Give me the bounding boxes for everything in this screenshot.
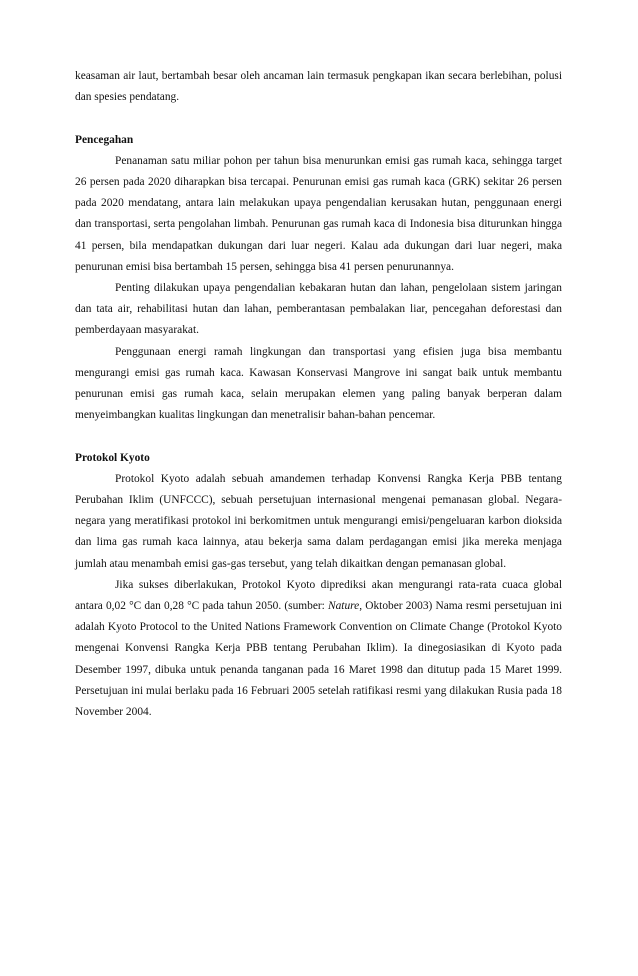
section-spacer	[75, 108, 562, 129]
paragraph: Protokol Kyoto adalah sebuah amandemen terhadap Konvensi Rangka Kerja PBB tentang Perubahan Iklim (UNFCCC), sebuah persetujuan internasional mengenai pemanasan global. Negara-negara yang meratifikasi protokol ini berkomitmen untuk mengurangi emisi/pengeluaran karbon dioksida dan lima gas rumah kaca lainnya, atau bekerja sama dalam perdagangan emisi jika mereka menjaga jumlah atau menambah emisi gas-gas tersebut, yang telah dikaitkan dengan pemanasan global.	[75, 472, 562, 570]
intro-paragraph: keasaman air laut, bertambah besar oleh ancaman lain termasuk pengkapan ikan secara berlebihan, polusi dan spesies pendatang.	[75, 70, 562, 104]
paragraph-with-citation	[75, 575, 562, 723]
paragraph-text: Jika sukses diberlakukan, Protokol Kyoto diprediksi akan mengurangi rata-rata cuaca global antara 0,02 °C dan 0,28 °C pada tahun 2050. (sumber:	[75, 578, 562, 613]
paragraph: Penanaman satu miliar pohon per tahun bisa menurunkan emisi gas rumah kaca, sehingga target 26 persen pada 2020 diharapkan bisa tercapai. Penurunan emisi gas rumah kaca (GRK) sekitar 26 persen pada 2020 mendatang, antara lain melakukan upaya pengendalian kerusakan hutan, penggunaan energi dan transportasi, serta pengolahan limbah. Penurunan gas rumah kaca di Indonesia bisa diturunkan hingga 41 persen, bila mendapatkan dukungan dari luar negeri. Kalau ada dukungan dari luar negeri, maka penurunan emisi bisa bertambah 15 persen, sehingga bisa 41 persen penurunannya.	[75, 154, 562, 273]
source-title: Nature	[328, 600, 360, 613]
section-heading-protokol-kyoto: Protokol Kyoto	[75, 451, 150, 464]
section-heading-pencegahan: Pencegahan	[75, 133, 134, 146]
paragraph: Penggunaan energi ramah lingkungan dan transportasi yang efisien juga bisa membantu mengurangi emisi gas rumah kaca. Kawasan Konservasi Mangrove ini sangat baik untuk membantu penurunan emisi gas rumah kaca, selain merupakan elemen yang paling banyak berperan dalam menyeimbangkan kualitas lingkungan dan menetralisir bahan-bahan pencemar.	[75, 345, 562, 422]
paragraph-text: , Oktober 2003) Nama resmi persetujuan ini adalah Kyoto Protocol to the United Nations Framework Convention on Climate Change (Protokol Kyoto mengenai Konvensi Rangka Kerja PBB tentang Perubahan Iklim). Ia dinegosiasikan di Kyoto pada Desember 1997, dibuka untuk penanda tanganan pada 16 Maret 1998 dan ditutup pada 15 Maret 1999. Persetujuan ini mulai berlaku pada 16 Februari 2005 setelah ratifikasi resmi yang dilakukan Rusia pada 18 November 2004.	[75, 600, 562, 719]
section-spacer	[75, 426, 562, 447]
document-page	[75, 66, 562, 723]
paragraph: Penting dilakukan upaya pengendalian kebakaran hutan dan lahan, pengelolaan sistem jaringan dan tata air, rehabilitasi hutan dan lahan, pemberantasan pembalakan liar, pencegahan deforestasi dan pemberdayaan masyarakat.	[75, 282, 562, 337]
